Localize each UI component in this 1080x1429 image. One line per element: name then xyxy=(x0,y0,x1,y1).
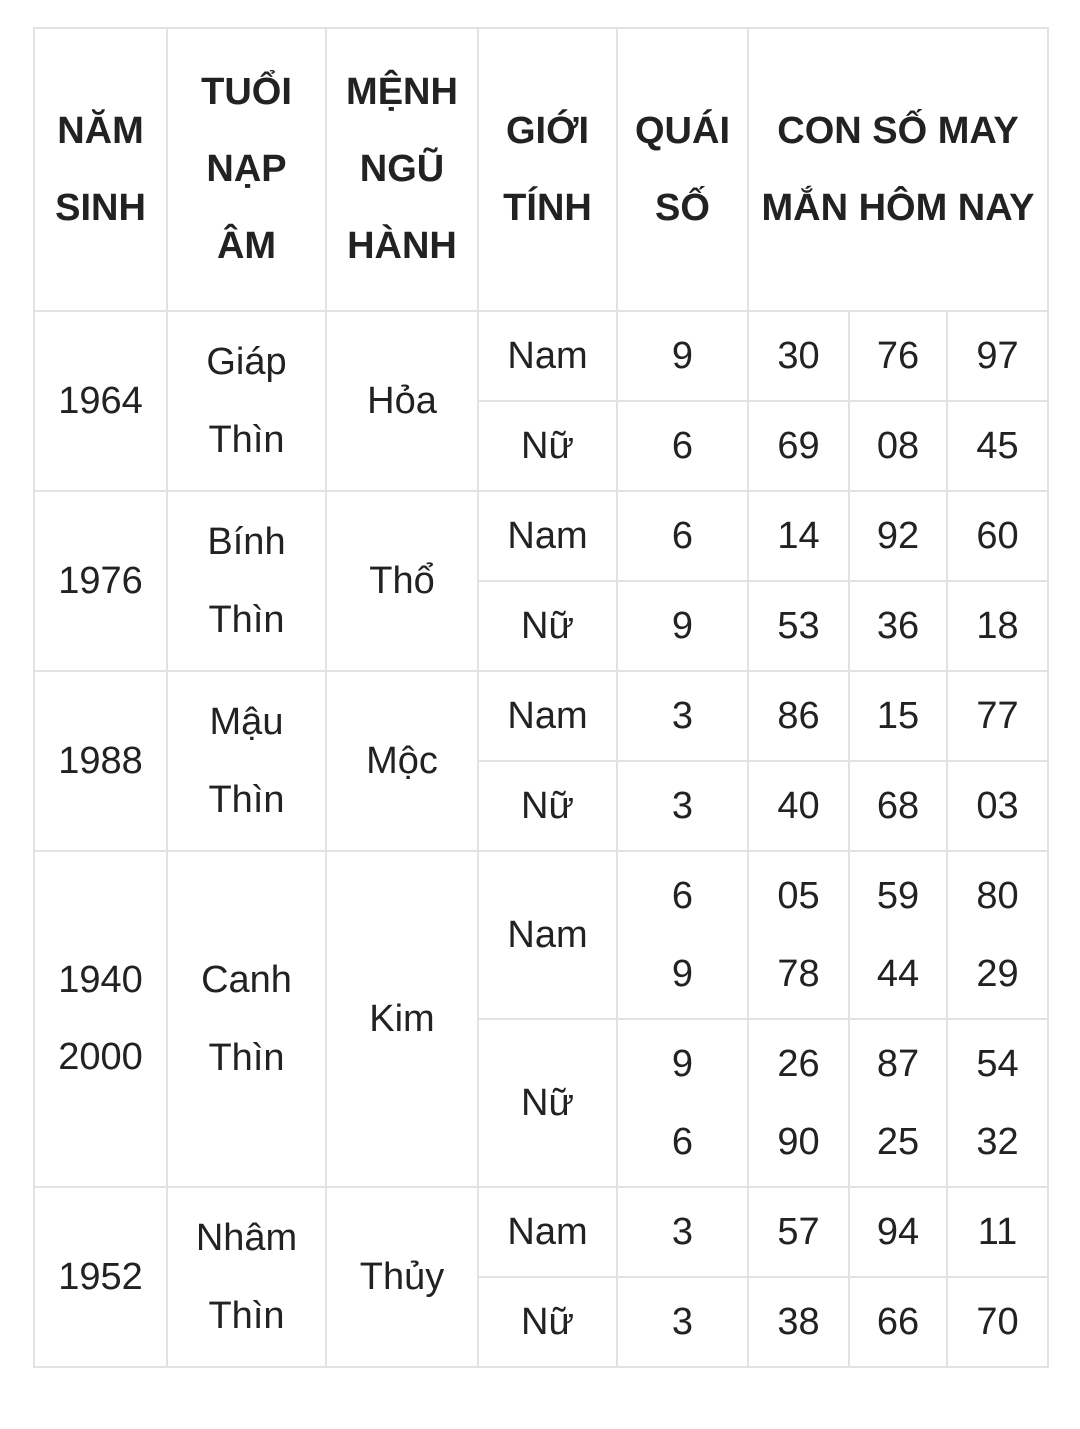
birth-year-cell-line: 2000 xyxy=(58,1036,143,1078)
lucky-number-cell-line: 44 xyxy=(876,953,920,995)
lucky-number-cell: 92 xyxy=(849,491,947,581)
lucky-number-cell: 40 xyxy=(748,761,849,851)
nap-am-cell xyxy=(167,1187,326,1367)
quai-so-cell xyxy=(617,311,748,401)
nap-am-cell-line: Bính xyxy=(207,521,286,563)
lucky-number-cell: 94 xyxy=(849,1187,947,1277)
quai-so-cell xyxy=(617,1277,748,1367)
nap-am-cell xyxy=(167,671,326,851)
lucky-number-cell xyxy=(748,1019,849,1187)
nap-am-cell xyxy=(167,311,326,491)
lucky-number-cell-line: 90 xyxy=(777,1121,820,1163)
lucky-number-cell: 66 xyxy=(849,1277,947,1367)
lucky-number-cell-line: 32 xyxy=(976,1121,1019,1163)
gender-cell: Nam xyxy=(478,1187,617,1277)
birth-year-cell-line: 1976 xyxy=(58,559,143,602)
table-body xyxy=(34,311,1048,1367)
quai-so-cell xyxy=(617,581,748,671)
quai-so-cell xyxy=(617,1019,748,1187)
birth-year-cell-line: 1952 xyxy=(58,1255,143,1298)
table-row xyxy=(34,851,1048,1019)
header-gender: GIỚI TÍNH xyxy=(478,28,617,311)
lucky-number-cell: 18 xyxy=(947,581,1048,671)
lucky-number-cell-line: 78 xyxy=(777,953,820,995)
quai-so-cell-line: 6 xyxy=(671,515,694,557)
gender-cell: Nữ xyxy=(478,581,617,671)
nap-am-cell xyxy=(167,491,326,671)
lucky-number-cell-line: 59 xyxy=(876,875,920,917)
nap-am-cell-line: Nhâm xyxy=(195,1217,298,1259)
lucky-number-cell: 53 xyxy=(748,581,849,671)
birth-year-cell xyxy=(34,851,167,1187)
quai-so-cell-line: 9 xyxy=(671,1043,694,1085)
nap-am-cell xyxy=(167,851,326,1187)
lucky-number-cell: 03 xyxy=(947,761,1048,851)
lucky-number-cell: 76 xyxy=(849,311,947,401)
menh-cell: Kim xyxy=(326,851,478,1187)
quai-so-cell xyxy=(617,671,748,761)
birth-year-cell xyxy=(34,671,167,851)
menh-cell: Thổ xyxy=(326,491,478,671)
gender-cell: Nam xyxy=(478,851,617,1019)
gender-cell: Nam xyxy=(478,491,617,581)
lucky-number-cell: 08 xyxy=(849,401,947,491)
quai-so-cell-line: 3 xyxy=(671,1211,694,1253)
nap-am-cell-line: Mậu xyxy=(209,701,284,743)
quai-so-cell xyxy=(617,1187,748,1277)
nap-am-cell-line: Thìn xyxy=(208,779,285,821)
quai-so-cell-line: 9 xyxy=(671,605,694,647)
lucky-number-cell: 86 xyxy=(748,671,849,761)
nap-am-cell-line: Thìn xyxy=(208,419,285,461)
header-quai-so: QUÁI SỐ xyxy=(617,28,748,311)
lucky-number-cell-line: 05 xyxy=(777,875,820,917)
lucky-number-cell xyxy=(849,851,947,1019)
gender-cell: Nữ xyxy=(478,1277,617,1367)
birth-year-cell xyxy=(34,491,167,671)
header-row xyxy=(34,28,1048,311)
table-row xyxy=(34,491,1048,581)
lucky-number-cell: 70 xyxy=(947,1277,1048,1367)
quai-so-cell xyxy=(617,851,748,1019)
menh-cell: Thủy xyxy=(326,1187,478,1367)
lucky-number-cell-line: 25 xyxy=(876,1121,920,1163)
header-lucky-numbers: CON SỐ MAY MẮN HÔM NAY xyxy=(748,28,1048,311)
quai-so-cell xyxy=(617,761,748,851)
quai-so-cell-line: 3 xyxy=(671,695,694,737)
table-row xyxy=(34,671,1048,761)
birth-year-cell xyxy=(34,1187,167,1367)
quai-so-cell-line: 9 xyxy=(671,953,694,995)
lucky-number-cell: 60 xyxy=(947,491,1048,581)
lucky-number-cell: 11 xyxy=(947,1187,1048,1277)
header-birth-year: NĂM SINH xyxy=(34,28,167,311)
gender-cell: Nữ xyxy=(478,401,617,491)
gender-cell: Nữ xyxy=(478,761,617,851)
nap-am-cell-line: Canh xyxy=(201,959,292,1001)
lucky-number-cell-line: 29 xyxy=(976,953,1019,995)
nap-am-cell-line: Thìn xyxy=(208,1037,285,1079)
quai-so-cell-line: 9 xyxy=(671,335,694,377)
lucky-number-cell-line: 80 xyxy=(976,875,1019,917)
lucky-number-cell-line: 87 xyxy=(876,1043,920,1085)
quai-so-cell xyxy=(617,491,748,581)
lucky-number-cell: 15 xyxy=(849,671,947,761)
header-menh: MỆNH NGŨ HÀNH xyxy=(326,28,478,311)
lucky-number-cell xyxy=(748,851,849,1019)
nap-am-cell-line: Thìn xyxy=(208,599,285,641)
gender-cell: Nữ xyxy=(478,1019,617,1187)
lucky-number-cell: 36 xyxy=(849,581,947,671)
birth-year-cell-line: 1964 xyxy=(58,379,143,422)
header-nap-am: TUỔI NẠP ÂM xyxy=(167,28,326,311)
quai-so-cell-line: 3 xyxy=(671,785,694,827)
lucky-number-cell: 77 xyxy=(947,671,1048,761)
lucky-number-cell: 14 xyxy=(748,491,849,581)
nap-am-cell-line: Thìn xyxy=(208,1295,285,1337)
lucky-number-cell: 30 xyxy=(748,311,849,401)
birth-year-cell xyxy=(34,311,167,491)
quai-so-cell-line: 3 xyxy=(671,1301,694,1343)
gender-cell: Nam xyxy=(478,671,617,761)
menh-cell: Hỏa xyxy=(326,311,478,491)
lucky-number-table xyxy=(33,27,1049,1368)
birth-year-cell-line: 1940 xyxy=(58,959,143,1001)
quai-so-cell xyxy=(617,401,748,491)
gender-cell: Nam xyxy=(478,311,617,401)
nap-am-cell-line: Giáp xyxy=(206,341,287,383)
lucky-number-cell-line: 26 xyxy=(777,1043,820,1085)
lucky-number-cell: 69 xyxy=(748,401,849,491)
lucky-number-cell: 38 xyxy=(748,1277,849,1367)
lucky-number-cell: 45 xyxy=(947,401,1048,491)
quai-so-cell-line: 6 xyxy=(671,1121,694,1163)
lucky-number-cell: 57 xyxy=(748,1187,849,1277)
lucky-number-cell: 97 xyxy=(947,311,1048,401)
table-row xyxy=(34,1187,1048,1277)
menh-cell: Mộc xyxy=(326,671,478,851)
lucky-number-cell xyxy=(947,1019,1048,1187)
birth-year-cell-line: 1988 xyxy=(58,739,143,782)
lucky-number-cell-line: 54 xyxy=(976,1043,1019,1085)
quai-so-cell-line: 6 xyxy=(671,875,694,917)
lucky-number-cell xyxy=(947,851,1048,1019)
lucky-number-cell: 68 xyxy=(849,761,947,851)
lucky-number-cell xyxy=(849,1019,947,1187)
quai-so-cell-line: 6 xyxy=(671,425,694,467)
table-row xyxy=(34,311,1048,401)
